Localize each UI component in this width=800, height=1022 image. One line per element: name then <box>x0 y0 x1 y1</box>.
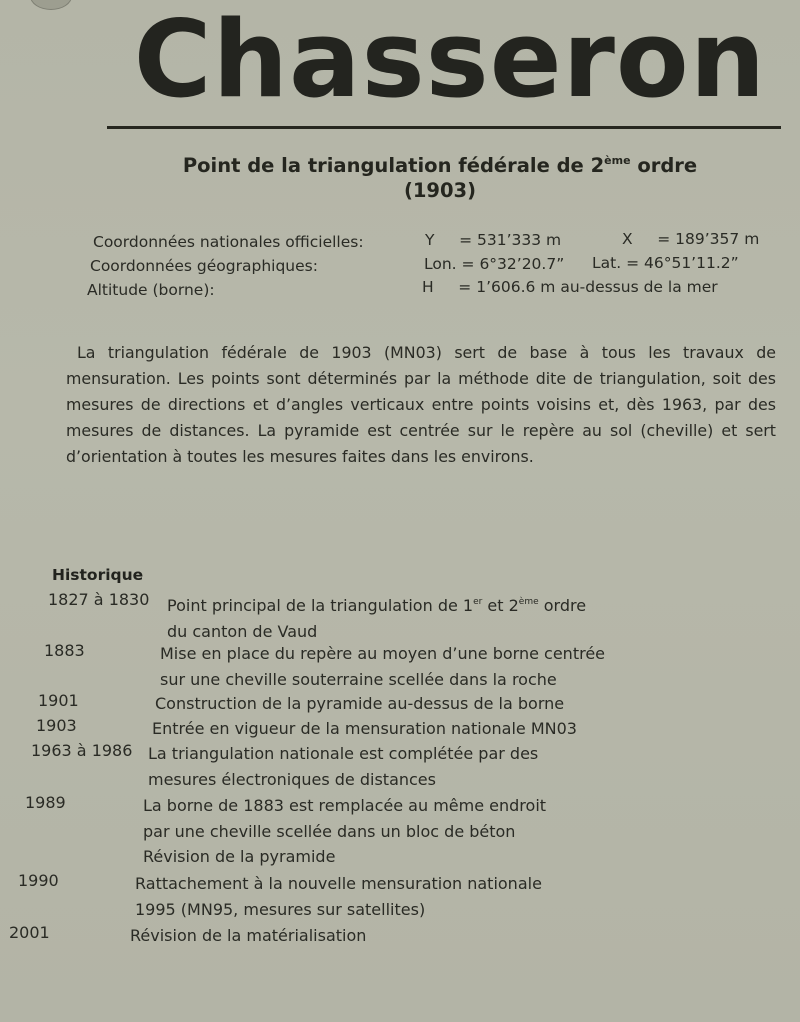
coord-label-altitude: Altitude (borne): <box>87 281 215 299</box>
coord-value-x: X = 189’357 m <box>622 230 760 248</box>
history-date: 2001 <box>9 923 50 942</box>
subtitle-line-2: (1903) <box>403 179 477 202</box>
history-text: La triangulation nationale est complétée par des mesures électroniques de distances <box>148 744 539 789</box>
history-date: 1903 <box>36 716 77 735</box>
history-date: 1989 <box>25 793 66 812</box>
history-text: Construction de la pyramide au-dessus de la borne <box>155 694 565 713</box>
history-date: 1827 à 1830 <box>48 590 150 609</box>
description-text: La triangulation fédérale de 1903 (MN03) sert de base à tous les travaux de mensuration. Les points sont déterminés par la méthode dite de triangulation, soit des mesures de directions et d’angles verticaux entre points voisins et, dès 1963, par des mesures de distances. La pyramide est centrée sur le repère au sol (cheville) et sert d’orientation à toutes les mesures faites dans les environs. <box>66 343 776 466</box>
history-date: 1990 <box>18 871 59 890</box>
history-text: Point principal de la triangulation de 1er et 2ème ordre du canton de Vaud <box>167 596 587 641</box>
coord-value-y: Y = 531’333 m <box>425 231 562 249</box>
history-text: Révision de la matérialisation <box>130 926 367 945</box>
history-text: Mise en place du repère au moyen d’une borne centrée sur une cheville souterraine scellée dans la roche <box>160 644 606 689</box>
coord-label-national: Coordonnées nationales officielles: <box>93 233 364 251</box>
subtitle-line-1: Point de la triangulation fédérale de 2ème ordre <box>182 154 698 177</box>
history-text: Entrée en vigueur de la mensuration nationale MN03 <box>152 719 577 738</box>
history-text: La borne de 1883 est remplacée au même endroit par une cheville scellée dans un bloc de béton Révision de la pyramide <box>143 796 547 866</box>
history-text: Rattachement à la nouvelle mensuration nationale 1995 (MN95, mesures sur satellites) <box>135 874 542 919</box>
coord-label-geographic: Coordonnées géographiques: <box>90 257 318 275</box>
coord-value-altitude: H = 1’606.6 m au-dessus de la mer <box>422 278 718 296</box>
history-date: 1901 <box>38 691 79 710</box>
sign-title: Chasseron <box>133 0 767 121</box>
title-underline <box>107 126 781 129</box>
coord-value-lat: Lat. = 46°51’11.2” <box>592 254 739 272</box>
sign-subtitle <box>0 148 800 203</box>
coord-value-lon: Lon. = 6°32’20.7” <box>424 255 565 273</box>
history-date: 1963 à 1986 <box>31 741 133 760</box>
history-heading: Historique <box>52 566 144 584</box>
history-date: 1883 <box>44 641 85 660</box>
description-paragraph <box>66 340 776 470</box>
